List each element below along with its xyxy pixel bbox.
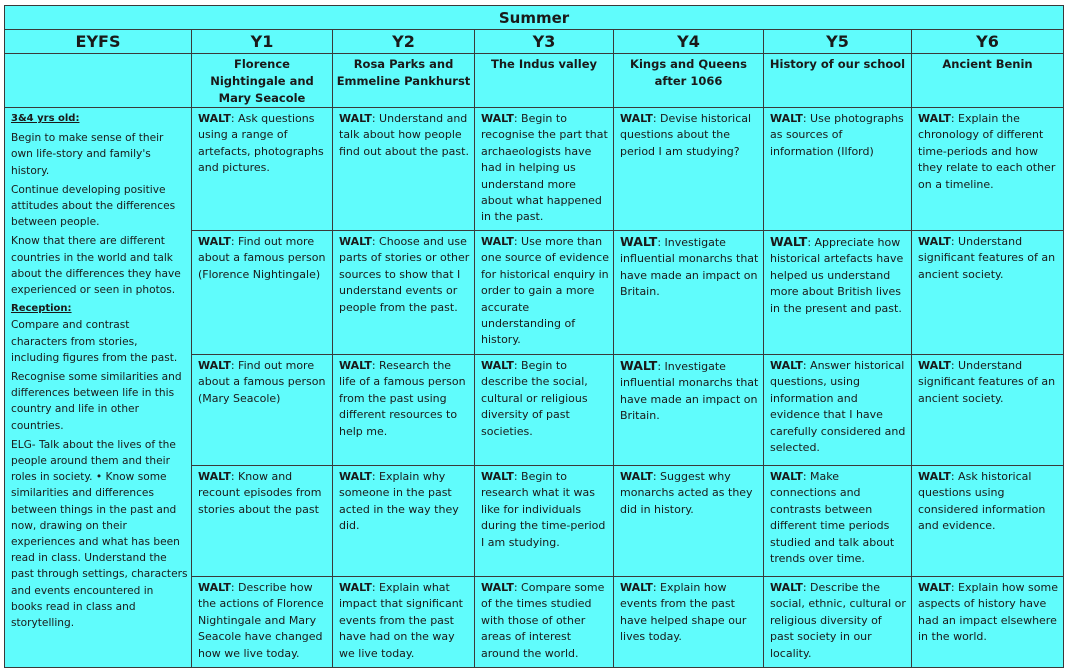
walt-label: WALT bbox=[918, 581, 951, 594]
eyfs-heading-reception: Reception: bbox=[11, 303, 72, 315]
walt-text: : Make connections and contrasts between different time periods studied and talk about trends over time. bbox=[770, 470, 895, 566]
walt-cell-y2-r3 bbox=[333, 355, 475, 466]
walt-text: : Explain how some aspects of history have had an impact elsewhere in the world. bbox=[918, 581, 1058, 644]
walt-text: : Suggest why monarchs acted as they did in history. bbox=[620, 470, 753, 516]
walt-text: : Ask questions using a range of artefacts, photographs and pictures. bbox=[198, 112, 324, 175]
walt-label: WALT bbox=[339, 581, 372, 594]
walt-label: WALT bbox=[770, 470, 803, 483]
walt-label: WALT bbox=[918, 235, 951, 248]
walt-text: : Research the life of a famous person from the past using different resources to help me. bbox=[339, 359, 466, 438]
topic-y3: The Indus valley bbox=[475, 54, 614, 108]
walt-cell-y1-r1 bbox=[192, 108, 333, 231]
walt-text: : Explain the chronology of different time-periods and how they relate to each other on a timeline. bbox=[918, 112, 1056, 191]
topic-cell-eyfs-empty bbox=[5, 54, 192, 108]
walt-label: WALT bbox=[918, 112, 951, 125]
topic-y5: History of our school bbox=[764, 54, 912, 108]
walt-cell-y4-r4 bbox=[614, 466, 764, 577]
column-header-eyfs: EYFS bbox=[5, 30, 192, 54]
walt-text: : Begin to recognise the part that archaeologists have had in helping us understand more about what happened in the past. bbox=[481, 112, 608, 224]
walt-cell-y5-r3 bbox=[764, 355, 912, 466]
walt-cell-y3-r5 bbox=[475, 577, 614, 668]
walt-label: WALT bbox=[620, 581, 653, 594]
walt-text: : Begin to research what it was like for individuals during the time-period I am studying. bbox=[481, 470, 606, 549]
walt-cell-y5-r4 bbox=[764, 466, 912, 577]
walt-text: : Investigate influential monarchs that have made an impact on Britain. bbox=[620, 360, 759, 423]
walt-cell-y3-r2 bbox=[475, 231, 614, 355]
walt-label: WALT bbox=[620, 234, 658, 249]
column-header-y1: Y1 bbox=[192, 30, 333, 54]
walt-label: WALT bbox=[770, 581, 803, 594]
walt-label: WALT bbox=[198, 359, 231, 372]
walt-label: WALT bbox=[481, 112, 514, 125]
walt-label: WALT bbox=[918, 470, 951, 483]
walt-cell-y4-r5 bbox=[614, 577, 764, 668]
column-header-y4: Y4 bbox=[614, 30, 764, 54]
walt-label: WALT bbox=[770, 234, 808, 249]
walt-label: WALT bbox=[481, 581, 514, 594]
walt-cell-y6-r4 bbox=[912, 466, 1064, 577]
walt-label: WALT bbox=[620, 470, 653, 483]
walt-text: : Choose and use parts of stories or other sources to show that I understand events or people from the past. bbox=[339, 235, 470, 314]
walt-label: WALT bbox=[481, 359, 514, 372]
walt-text: : Understand and talk about how people find out about the past. bbox=[339, 112, 469, 158]
walt-cell-y2-r4 bbox=[333, 466, 475, 577]
walt-text: : Investigate influential monarchs that have made an impact on Britain. bbox=[620, 236, 759, 299]
walt-label: WALT bbox=[339, 470, 372, 483]
walt-cell-y3-r3 bbox=[475, 355, 614, 466]
walt-cell-y6-r1 bbox=[912, 108, 1064, 231]
walt-label: WALT bbox=[481, 235, 514, 248]
walt-cell-y1-r4 bbox=[192, 466, 333, 577]
eyfs-paragraph: Know that there are different countries in the world and talk about the differences they have experienced or seen in photos. bbox=[11, 235, 181, 297]
topic-y2: Rosa Parks and Emmeline Pankhurst bbox=[333, 54, 475, 108]
walt-cell-y2-r5 bbox=[333, 577, 475, 668]
walt-cell-y5-r1 bbox=[764, 108, 912, 231]
walt-text: : Answer historical questions, using information and evidence that I have carefully considered and selected. bbox=[770, 359, 906, 455]
eyfs-paragraph: Recognise some similarities and differences between life in this country and life in other countries. bbox=[11, 371, 182, 432]
walt-text: : Devise historical questions about the period I am studying? bbox=[620, 112, 752, 158]
walt-label: WALT bbox=[620, 112, 653, 125]
walt-cell-y1-r3 bbox=[192, 355, 333, 466]
walt-text: : Ask historical questions using considered information and evidence. bbox=[918, 470, 1046, 533]
walt-cell-y1-r2 bbox=[192, 231, 333, 355]
walt-text: : Explain what impact that significant events from the past have had on the way we live today. bbox=[339, 581, 463, 660]
walt-text: : Begin to describe the social, cultural or religious diversity of past societies. bbox=[481, 359, 588, 438]
walt-text: : Find out more about a famous person (Mary Seacole) bbox=[198, 359, 326, 405]
table-title: Summer bbox=[5, 6, 1064, 30]
walt-cell-y2-r2 bbox=[333, 231, 475, 355]
walt-cell-y4-r3 bbox=[614, 355, 764, 466]
walt-cell-y6-r5 bbox=[912, 577, 1064, 668]
walt-text: : Explain why someone in the past acted in the way they did. bbox=[339, 470, 459, 533]
walt-label: WALT bbox=[918, 359, 951, 372]
walt-cell-y2-r1 bbox=[333, 108, 475, 231]
walt-text: : Describe the social, ethnic, cultural or religious diversity of past society in our locality. bbox=[770, 581, 906, 660]
walt-text: : Describe how the actions of Florence Nightingale and Mary Seacole have changed how we live today. bbox=[198, 581, 324, 660]
topic-y6: Ancient Benin bbox=[912, 54, 1064, 108]
walt-cell-y5-r5 bbox=[764, 577, 912, 668]
walt-label: WALT bbox=[339, 112, 372, 125]
walt-text: : Explain how events from the past have helped shape our lives today. bbox=[620, 581, 747, 644]
walt-label: WALT bbox=[620, 358, 658, 373]
walt-label: WALT bbox=[198, 470, 231, 483]
walt-cell-y5-r2 bbox=[764, 231, 912, 355]
column-header-y2: Y2 bbox=[333, 30, 475, 54]
eyfs-paragraph: Begin to make sense of their own life-story and family's history. bbox=[11, 132, 164, 177]
walt-label: WALT bbox=[198, 581, 231, 594]
walt-text: : Understand significant features of an ancient society. bbox=[918, 235, 1056, 281]
walt-cell-y6-r2 bbox=[912, 231, 1064, 355]
walt-text: : Know and recount episodes from stories about the past bbox=[198, 470, 322, 516]
walt-cell-y4-r2 bbox=[614, 231, 764, 355]
eyfs-objectives bbox=[5, 108, 192, 668]
walt-text: : Understand significant features of an ancient society. bbox=[918, 359, 1056, 405]
walt-label: WALT bbox=[770, 359, 803, 372]
topic-y1: Florence Nightingale and Mary Seacole bbox=[192, 54, 333, 108]
walt-cell-y1-r5 bbox=[192, 577, 333, 668]
column-header-y6: Y6 bbox=[912, 30, 1064, 54]
eyfs-paragraph: Compare and contrast characters from stories, including figures from the past. bbox=[11, 319, 178, 364]
walt-text: : Compare some of the times studied with those of other areas of interest around the world. bbox=[481, 581, 605, 660]
walt-text: : Find out more about a famous person (Florence Nightingale) bbox=[198, 235, 326, 281]
walt-label: WALT bbox=[339, 359, 372, 372]
walt-cell-y6-r3 bbox=[912, 355, 1064, 466]
column-header-y5: Y5 bbox=[764, 30, 912, 54]
eyfs-paragraph: Continue developing positive attitudes about the differences between people. bbox=[11, 183, 176, 229]
curriculum-table bbox=[4, 5, 1064, 668]
eyfs-paragraph: ELG- Talk about the lives of the people around them and their roles in society. • Know some similarities and differences between things in the past and now, drawing on their experiences and what has been read in class. Understand the past through settings, characters and events encountered in books read in class and storytelling. bbox=[11, 438, 188, 630]
walt-cell-y3-r4 bbox=[475, 466, 614, 577]
walt-label: WALT bbox=[198, 235, 231, 248]
walt-text: : Appreciate how historical artefacts have helped us understand more about British lives in the present and past. bbox=[770, 236, 904, 315]
walt-text: : Use more than one source of evidence for historical enquiry in order to gain a more accurate understanding of history. bbox=[481, 235, 609, 347]
column-header-y3: Y3 bbox=[475, 30, 614, 54]
walt-cell-y4-r1 bbox=[614, 108, 764, 231]
walt-cell-y3-r1 bbox=[475, 108, 614, 231]
walt-text: : Use photographs as sources of information (Ilford) bbox=[770, 112, 904, 158]
topic-y4: Kings and Queens after 1066 bbox=[614, 54, 764, 108]
walt-label: WALT bbox=[770, 112, 803, 125]
walt-label: WALT bbox=[198, 112, 231, 125]
eyfs-heading-3-4-yrs: 3&4 yrs old: bbox=[11, 113, 80, 124]
walt-label: WALT bbox=[339, 235, 372, 248]
walt-label: WALT bbox=[481, 470, 514, 483]
